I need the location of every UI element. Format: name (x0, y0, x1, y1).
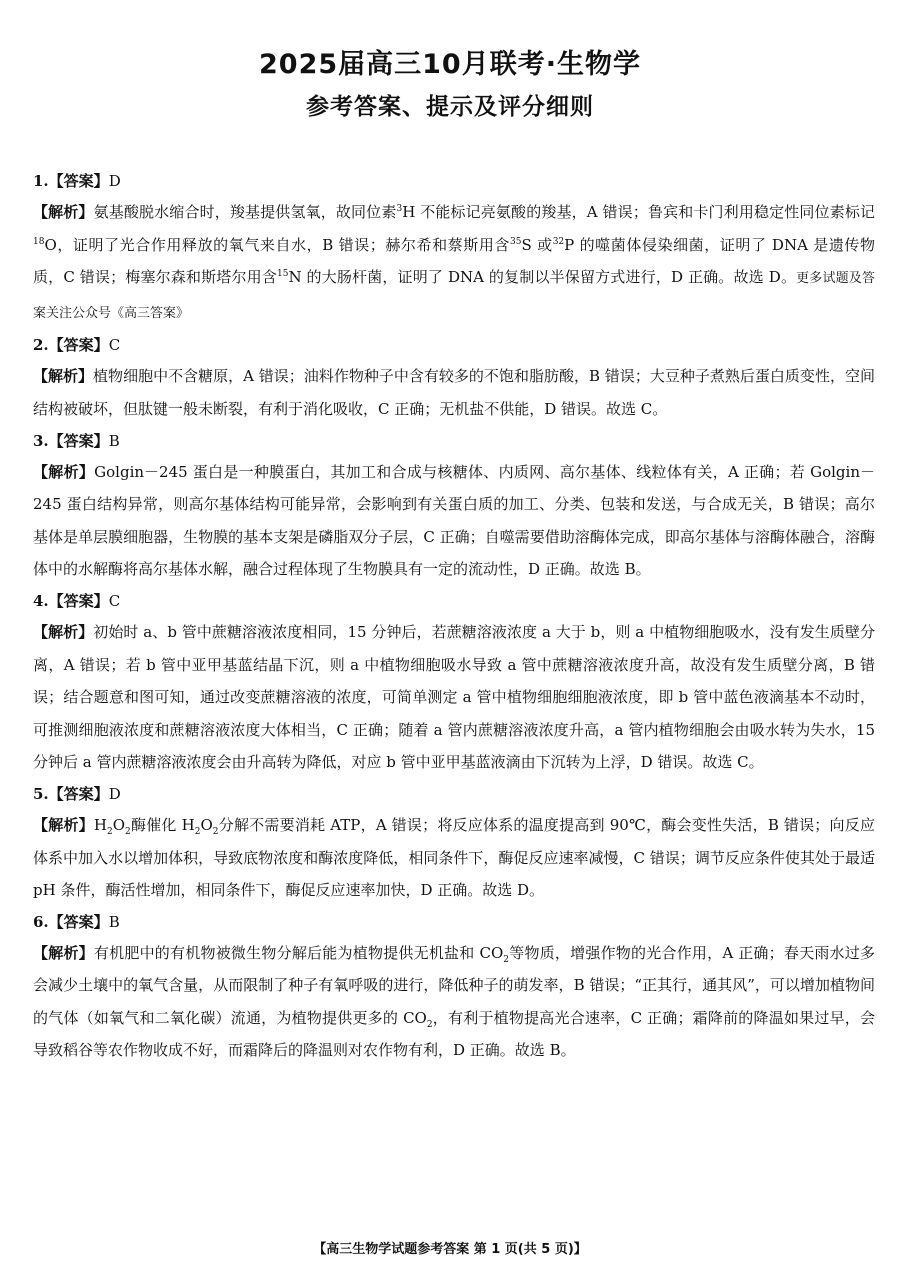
answer-value: B (108, 912, 120, 931)
answer-line (33, 166, 875, 196)
subscript: 2 (106, 826, 113, 837)
analysis-text (33, 196, 875, 330)
analysis-seg: H 不能标记亮氨酸的羧基，A 错误；鲁宾和卡门利用稳定性同位素标记 (402, 203, 875, 221)
question-1 (33, 166, 875, 330)
analysis-text (33, 809, 875, 907)
analysis-seg: 分解不需要消耗 ATP，A 错误；将反应体系的温度提高到 90℃，酶会变性失活，B 错误；向反应体系中加入水以增加体积，导致底物浓度和酶浓度降低，相同条件下，酶促反应速率减慢，C 错误；调节反应条件使其处于最适 pH 条件，酶活性增加，相同条件下，酶促反应速率加快，D 正确。故选 D。 (33, 815, 875, 900)
analysis-text (33, 937, 875, 1067)
analysis-text (33, 616, 875, 779)
subscript: 2 (212, 826, 219, 837)
answer-content (33, 166, 875, 1067)
promo-note: 更多试题及答案关注公众号《高三答案》 (33, 271, 875, 321)
superscript: 15 (277, 269, 289, 280)
page-footer: 【高三生物学试题参考答案 第 1 页(共 5 页)】 (313, 1242, 587, 1257)
analysis-seg: N 的大肠杆菌，证明了 DNA 的复制以半保留方式进行，D 正确。故选 D。 (288, 268, 797, 287)
answer-label: 【答案】 (48, 172, 109, 190)
analysis-seg: H (93, 815, 107, 834)
answer-line (33, 586, 875, 616)
answer-label: 【答案】 (48, 784, 109, 803)
superscript: 35 (510, 236, 522, 247)
analysis-body: Golgin－245 蛋白是一种膜蛋白，其加工和合成与核糖体、内质网、高尔基体、线粒体有关，A 正确；若 Golgin－245 蛋白结构异常，则高尔基体结构可能异常，会影响到有关蛋白质的加工、分类、包装和发送，与合成无关，B 错误；高尔基体是单层膜细胞器，生物膜的基本支架是磷脂双分子层，C 正确；自噬需要借助溶酶体完成，即高尔基体与溶酶体融合，溶酶体中的水解酶将高尔基体水解，融合过程体现了生物膜具有一定的流动性，D 正确。故选 B。 (33, 462, 875, 579)
analysis-seg: O (200, 815, 213, 834)
analysis-label: 【解析】 (33, 462, 95, 481)
analysis-body: 植物细胞中不含糖原，A 错误；油料作物种子中含有较多的不饱和脂肪酸，B 错误；大豆种子煮熟后蛋白质变性，空间结构被破坏，但肽键一般未断裂，有利于消化吸收，C 正确；无机盐不供能，D 错误。故选 C。 (33, 367, 875, 418)
analysis-label: 【解析】 (33, 203, 94, 221)
analysis-label: 【解析】 (33, 367, 94, 386)
superscript: 18 (33, 236, 45, 247)
answer-value: D (108, 172, 121, 190)
answer-label: 【答案】 (48, 591, 109, 610)
analysis-text (33, 456, 875, 586)
analysis-seg: 酶催化 H (130, 815, 195, 834)
analysis-seg: ，有利于植物提高光合速率，C 正确；霜降前的降温如果过早，会导致稻谷等农作物收成不好，而霜降后的降温则对农作物有利，D 正确。故选 B。 (33, 1008, 876, 1060)
question-5 (33, 779, 875, 907)
analysis-label: 【解析】 (33, 622, 94, 641)
superscript: 3 (396, 204, 403, 214)
analysis-seg: 氨基酸脱水缩合时，羧基提供氢氧，故同位素 (93, 203, 397, 221)
analysis-seg: S 或 (521, 235, 553, 254)
question-2 (33, 330, 875, 425)
analysis-label: 【解析】 (33, 815, 94, 834)
answer-value: D (108, 784, 121, 803)
question-3 (33, 426, 875, 586)
subscript: 2 (503, 954, 510, 965)
analysis-seg: 等物质，增强作物的光合作用，A 正确；春天雨水过多会减少土壤中的氧气含量，从而限制了种子有氧呼吸的进行，降低种子的萌发率，B 错误；“正其行，通其风”，可以增加植物间的气体（如氧气和二氧化碳）流通，为植物提供更多的 CO (33, 943, 875, 1027)
answer-line (33, 779, 875, 809)
analysis-text (33, 360, 875, 425)
question-4 (33, 586, 875, 779)
answer-line (33, 907, 875, 937)
page-subtitle: 参考答案、提示及评分细则 (306, 94, 594, 120)
question-number: 6. (33, 912, 49, 931)
answer-line (33, 330, 875, 360)
question-number: 2. (33, 336, 49, 355)
subscript: 2 (194, 826, 201, 837)
answer-value: C (108, 591, 121, 610)
superscript: 32 (552, 236, 565, 247)
analysis-seg: P 的噬菌体侵染细菌，证明了 DNA 是遗传物质，C 错误；梅塞尔森和斯塔尔用含 (33, 235, 876, 287)
question-number: 4. (33, 591, 49, 610)
answer-label: 【答案】 (48, 431, 109, 450)
subscript: 2 (125, 826, 131, 837)
answer-label: 【答案】 (48, 336, 109, 355)
answer-label: 【答案】 (48, 912, 109, 931)
analysis-body: 初始时 a、b 管中蔗糖溶液浓度相同，15 分钟后，若蔗糖溶液浓度 a 大于 b，则 a 中植物细胞吸水，没有发生质壁分离，A 错误；若 b 管中亚甲基蓝结晶下沉，则 a 中植物细胞吸水导致 a 管中蔗糖溶液浓度升高，故没有发生质壁分离，B 错误；结合题意和图可知，通过改变蔗糖溶液的浓度，可简单测定 a 管中植物细胞细胞液浓度，即 b 管中蓝色液滴基本不动时，可推测细胞液浓度和蔗糖溶液浓度大体相当，C 正确；随着 a 管内蔗糖溶液浓度升高，a 管内植物细胞会由吸水转为失水，15 分钟后 a 管内蔗糖溶液浓度会由升高转为降低，对应 b 管中亚甲基蓝液滴由下沉转为上浮，D 错误。故选 C。 (33, 622, 875, 772)
question-number: 5. (33, 784, 49, 803)
question-number: 3. (33, 431, 49, 450)
answer-value: B (108, 431, 120, 450)
analysis-label: 【解析】 (33, 943, 94, 962)
analysis-seg: 有机肥中的有机物被微生物分解后能为植物提供无机盐和 CO (93, 943, 504, 962)
question-6 (33, 907, 875, 1067)
question-number: 1. (33, 172, 49, 190)
subscript: 2 (426, 1019, 433, 1030)
answer-value: C (108, 336, 121, 355)
analysis-seg: O (112, 815, 126, 834)
analysis-seg: O，证明了光合作用释放的氧气来自水，B 错误；赫尔希和蔡斯用含 (44, 235, 511, 254)
answer-line (33, 426, 875, 456)
page-title: 2025届高三10月联考·生物学 (259, 49, 641, 80)
